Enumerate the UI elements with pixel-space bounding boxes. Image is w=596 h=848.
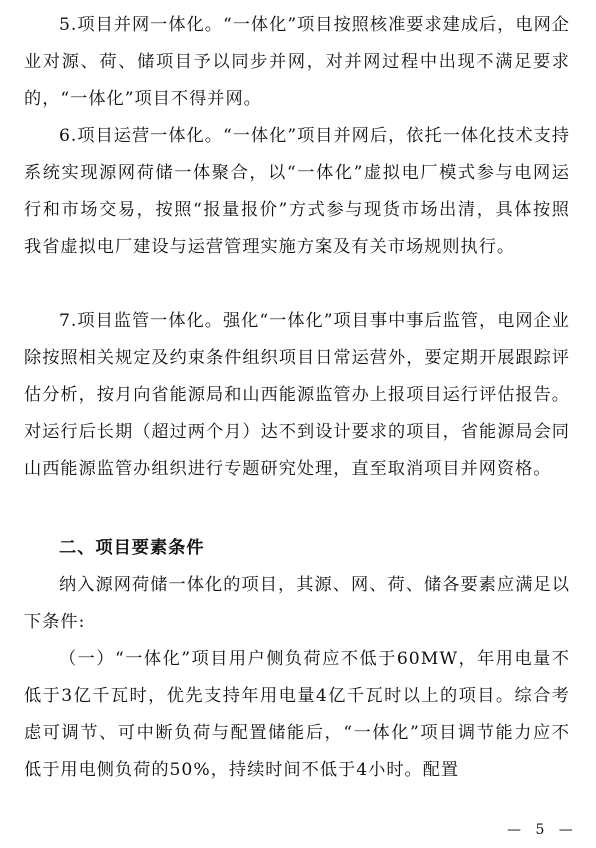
page-number: — 5 — bbox=[507, 822, 578, 838]
paragraph-supervision-integration: 7.项目监管一体化。强化“一体化”项目事中事后监管，电网企业除按照相关规定及约束条件组织项目日常运营外，要定期开展跟踪评估分析，按月向省能源局和山西能源监管办上报项目运行评估报告。对运行后长期（超过两个月）达不到设计要求的项目，省能源局会同山西能源监管办组织进行专题研究处理，直至取消项目并网资格。 bbox=[24, 311, 570, 479]
section-heading: 二、项目要素条件 bbox=[59, 538, 205, 558]
paragraph-operation-integration: 6.项目运营一体化。“一体化”项目并网后，依托一体化技术支持系统实现源网荷储一体聚合，以“一体化”虚拟电厂模式参与电网运行和市场交易，按照“报量报价”方式参与现货市场出清，具体按照我省虚拟电厂建设与运营管理实施方案及有关市场规则执行。 bbox=[24, 126, 570, 257]
paragraph-condition-one: （一）“一体化”项目用户侧负荷应不低于60MW，年用电量不低于3亿千瓦时，优先支持年用电量4亿千瓦时以上的项目。综合考虑可调节、可中断负荷与配置储能后，“一体化”项目调节能力应不低于用电侧负荷的50%，持续时间不低于4小时。配置 bbox=[24, 649, 570, 780]
paragraph-grid-integration: 5.项目并网一体化。“一体化”项目按照核准要求建成后，电网企业对源、荷、储项目予以同步并网，对并网过程中出现不满足要求的，“一体化”项目不得并网。 bbox=[24, 15, 570, 109]
paragraph-intro: 纳入源网荷储一体化的项目，其源、网、荷、储各要素应满足以下条件: bbox=[24, 575, 570, 632]
